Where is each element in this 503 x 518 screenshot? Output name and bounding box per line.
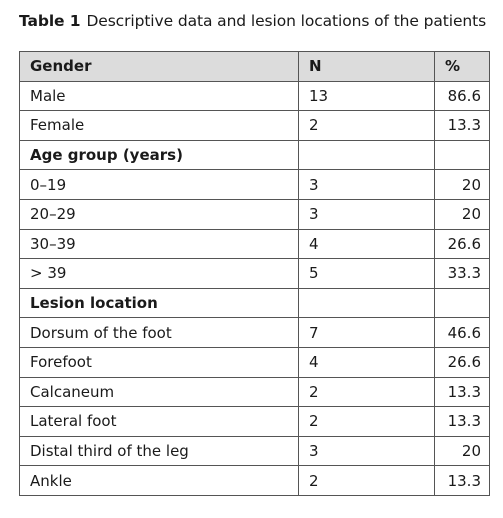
header-n: N xyxy=(299,52,435,82)
header-percent: % xyxy=(435,52,490,82)
row-percent: 13.3 xyxy=(435,377,490,407)
row-percent: 33.3 xyxy=(435,259,490,289)
table-row xyxy=(20,199,490,229)
row-label: Lateral foot xyxy=(20,407,299,437)
table-row xyxy=(20,347,490,377)
row-label: Forefoot xyxy=(20,347,299,377)
row-percent: 13.3 xyxy=(435,111,490,141)
table-header-row xyxy=(20,52,490,82)
row-label: Distal third of the leg xyxy=(20,436,299,466)
table-caption-text: Descriptive data and lesion locations of the patients xyxy=(86,12,487,30)
row-n: 4 xyxy=(299,347,435,377)
row-n xyxy=(299,140,435,170)
section-label: Lesion location xyxy=(20,288,299,318)
header-gender: Gender xyxy=(20,52,299,82)
row-n: 2 xyxy=(299,111,435,141)
row-percent: 26.6 xyxy=(435,347,490,377)
table-caption-label: Table 1 xyxy=(19,12,81,30)
section-label: Age group (years) xyxy=(20,140,299,170)
table-row xyxy=(20,436,490,466)
row-n: 5 xyxy=(299,259,435,289)
row-percent: 13.3 xyxy=(435,407,490,437)
row-n: 3 xyxy=(299,199,435,229)
table-row xyxy=(20,259,490,289)
row-n: 2 xyxy=(299,377,435,407)
section-row-lesion-location xyxy=(20,288,490,318)
row-percent: 86.6 xyxy=(435,81,490,111)
row-label: Female xyxy=(20,111,299,141)
row-n: 13 xyxy=(299,81,435,111)
section-row-age-group xyxy=(20,140,490,170)
row-label: > 39 xyxy=(20,259,299,289)
table-row xyxy=(20,111,490,141)
table-row xyxy=(20,81,490,111)
row-n: 2 xyxy=(299,466,435,496)
table-row xyxy=(20,407,490,437)
row-percent: 46.6 xyxy=(435,318,490,348)
table-row xyxy=(20,229,490,259)
row-n: 7 xyxy=(299,318,435,348)
table-row xyxy=(20,170,490,200)
row-label: Male xyxy=(20,81,299,111)
row-percent: 13.3 xyxy=(435,466,490,496)
row-label: 20–29 xyxy=(20,199,299,229)
row-percent: 20 xyxy=(435,436,490,466)
row-label: 30–39 xyxy=(20,229,299,259)
row-n: 2 xyxy=(299,407,435,437)
row-percent: 20 xyxy=(435,170,490,200)
table-row xyxy=(20,377,490,407)
row-n xyxy=(299,288,435,318)
row-label: Calcaneum xyxy=(20,377,299,407)
row-percent: 26.6 xyxy=(435,229,490,259)
table-caption xyxy=(19,12,486,30)
row-label: Ankle xyxy=(20,466,299,496)
table-row xyxy=(20,318,490,348)
descriptive-data-table xyxy=(19,51,490,496)
table-row xyxy=(20,466,490,496)
row-percent xyxy=(435,288,490,318)
row-label: Dorsum of the foot xyxy=(20,318,299,348)
row-n: 3 xyxy=(299,170,435,200)
row-label: 0–19 xyxy=(20,170,299,200)
row-n: 3 xyxy=(299,436,435,466)
row-percent xyxy=(435,140,490,170)
row-n: 4 xyxy=(299,229,435,259)
row-percent: 20 xyxy=(435,199,490,229)
